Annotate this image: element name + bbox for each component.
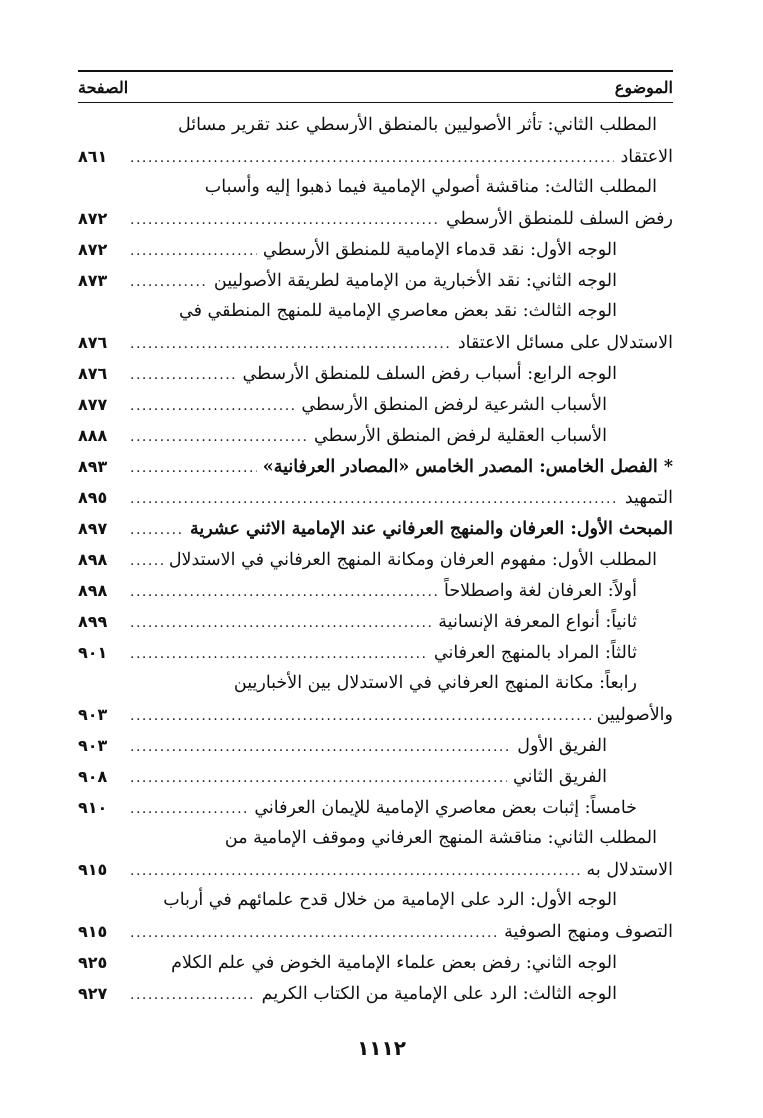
toc-entry: [78, 544, 673, 575]
toc-entry-title: الفريق الأول: [517, 736, 607, 756]
leader-dots: [130, 608, 432, 639]
leader-dots: [130, 205, 440, 236]
toc-entry: [78, 203, 673, 234]
toc-entry-title: * الفصل الخامس: المصدر الخامس «المصادر العرفانية»: [262, 457, 673, 477]
toc-entry-title: الأسباب الشرعية لرفض المنطق الأرسطي: [301, 395, 607, 415]
leader-dots: [130, 267, 208, 298]
toc-entry-page: ٨٩٨: [78, 581, 108, 600]
toc-entry: [78, 327, 673, 358]
toc-entry: [78, 172, 673, 203]
toc-entry-page: ٨٩٥: [78, 488, 108, 507]
toc-entry-title: المطلب الثاني: مناقشة المنهج العرفاني وموقف الإمامية من: [224, 828, 657, 848]
table-of-contents: [78, 110, 673, 1009]
toc-entry: [78, 482, 673, 513]
toc-entry-page: ٩١٠: [78, 798, 108, 817]
leader-dots: [130, 422, 308, 453]
toc-entry-title: الوجه الأول: الرد على الإمامية من خلال قدح علمائهم في أرباب: [163, 890, 617, 910]
leader-dots: [130, 980, 256, 1011]
page-column-label: الصفحة: [78, 77, 129, 97]
toc-entry: [78, 916, 673, 947]
toc-entry-page: ٨٩٩: [78, 612, 108, 631]
toc-entry-page: ٩١٥: [78, 860, 108, 879]
toc-entry-page: ٨٧٧: [78, 395, 108, 414]
toc-entry: [78, 947, 673, 978]
leader-dots: [130, 701, 591, 732]
toc-entry-page: ٨٧٦: [78, 364, 108, 383]
toc-entry-title: المطلب الثاني: تأثر الأصوليين بالمنطق الأرسطي عند تقرير مسائل: [177, 115, 657, 135]
toc-entry: [78, 296, 673, 327]
toc-entry-title: الاستدلال به: [586, 860, 673, 880]
toc-entry-page: ٨٩٣: [78, 457, 108, 476]
toc-entry-title: ثالثاً: المراد بالمنهج العرفاني: [433, 643, 637, 663]
leader-dots: [130, 484, 619, 515]
leader-dots: [130, 856, 581, 887]
toc-entry-page: ٩٢٧: [78, 984, 108, 1003]
toc-entry-page: ٨٧٢: [78, 209, 108, 228]
toc-entry-title: الفريق الثاني: [513, 767, 607, 787]
toc-entry: [78, 389, 673, 420]
toc-entry-title: المطلب الأول: مفهوم العرفان ومكانة المنهج العرفاني في الاستدلال: [168, 550, 657, 570]
leader-dots: [130, 546, 163, 577]
toc-header: [78, 70, 673, 103]
toc-entry-title: المبحث الأول: العرفان والمنهج العرفاني عند الإمامية الاثني عشرية: [189, 519, 673, 539]
leader-dots: [130, 794, 248, 825]
toc-entry-title: رابعاً: مكانة المنهج العرفاني في الاستدلال بين الأخباريين: [233, 673, 637, 693]
toc-entry-title: ثانياً: أنواع المعرفة الإنسانية: [438, 612, 637, 632]
leader-dots: [130, 453, 257, 484]
toc-entry-title: الوجه الرابع: أسباب رفض السلف للمنطق الأرسطي: [242, 364, 617, 384]
toc-entry-page: ٩٠٣: [78, 736, 108, 755]
toc-entry: [78, 141, 673, 172]
toc-entry-page: ٩٠١: [78, 643, 108, 662]
subject-column-label: الموضوع: [614, 77, 673, 97]
toc-entry: [78, 792, 673, 823]
leader-dots: [130, 639, 428, 670]
toc-entry: [78, 265, 673, 296]
toc-entry-page: ٩٠٨: [78, 767, 108, 786]
toc-entry: [78, 668, 673, 699]
leader-dots: [130, 143, 614, 174]
toc-entry: [78, 730, 673, 761]
toc-entry-title: الوجه الأول: نقد قدماء الإمامية للمنطق الأرسطي: [262, 240, 617, 260]
toc-entry: [78, 699, 673, 730]
toc-entry: [78, 978, 673, 1009]
toc-entry-section: [78, 513, 673, 544]
toc-entry-title: التصوف ومنهج الصوفية: [504, 922, 673, 942]
leader-dots: [130, 918, 498, 949]
leader-dots: [130, 360, 236, 391]
toc-entry-title: الوجه الثاني: نقد الأخبارية من الإمامية لطريقة الأصوليين: [213, 271, 617, 291]
toc-entry-title: الوجه الثاني: رفض بعض علماء الإمامية الخوض في علم الكلام: [171, 953, 617, 973]
toc-entry-title: الوجه الثالث: نقد بعض معاصري الإمامية للمنهج المنطقي في: [179, 301, 617, 321]
toc-entry-page: ٨٨٨: [78, 426, 108, 445]
toc-entry-page: ٨٦١: [78, 147, 108, 166]
toc-entry-title: أولاً: العرفان لغة واصطلاحاً: [444, 581, 637, 601]
toc-entry: [78, 110, 673, 141]
toc-entry-page: ٨٧٦: [78, 333, 108, 352]
toc-entry: [78, 637, 673, 668]
toc-entry: [78, 823, 673, 854]
toc-entry: [78, 885, 673, 916]
toc-entry-page: ٩٢٥: [78, 953, 108, 972]
toc-entry-title: الاستدلال على مسائل الاعتقاد: [457, 333, 673, 353]
toc-entry-title: خامساً: إثبات بعض معاصري الإمامية للإيمان العرفاني: [254, 798, 637, 818]
toc-entry-page: ٨٧٣: [78, 271, 108, 290]
toc-entry: [78, 854, 673, 885]
toc-entry: [78, 575, 673, 606]
toc-entry: [78, 606, 673, 637]
toc-entry: [78, 420, 673, 451]
toc-entry-title: المطلب الثالث: مناقشة أصولي الإمامية فيما ذهبوا إليه وأسباب: [204, 177, 657, 197]
leader-dots: [130, 236, 257, 267]
page-number: ١١١٢: [357, 1036, 406, 1060]
toc-entry-page: ٨٧٢: [78, 240, 108, 259]
toc-entry: [78, 358, 673, 389]
leader-dots: [130, 329, 452, 360]
toc-entry-title: الوجه الثالث: الرد على الإمامية من الكتاب الكريم: [261, 984, 617, 1004]
toc-entry-page: ٩١٥: [78, 922, 108, 941]
leader-dots: [130, 391, 295, 422]
toc-entry-title: الأسباب العقلية لرفض المنطق الأرسطي: [313, 426, 607, 446]
toc-entry-title: التمهيد: [624, 488, 673, 508]
toc-entry: [78, 234, 673, 265]
toc-entry-title: رفض السلف للمنطق الأرسطي: [445, 209, 673, 229]
leader-dots: [130, 515, 184, 546]
leader-dots: [130, 732, 511, 763]
toc-entry-title: والأصوليين: [596, 705, 673, 725]
toc-entry-page: ٨٩٨: [78, 550, 108, 569]
leader-dots: [130, 577, 438, 608]
toc-entry-page: ٩٠٣: [78, 705, 108, 724]
leader-dots: [130, 763, 507, 794]
toc-entry-title: الاعتقاد: [620, 147, 673, 167]
toc-entry-page: ٨٩٧: [78, 519, 108, 538]
toc-entry-chapter: [78, 451, 673, 482]
toc-entry: [78, 761, 673, 792]
